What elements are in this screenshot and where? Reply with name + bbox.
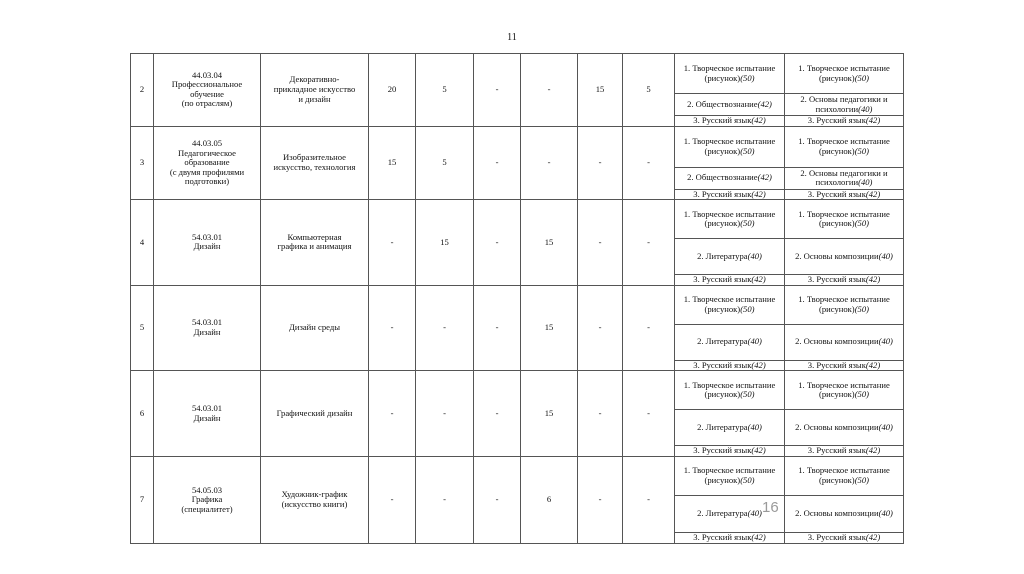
exam-option-a: [675, 116, 785, 127]
exam-score: (50): [740, 145, 755, 156]
exam-option-a: [675, 275, 785, 286]
exam-option-b: [785, 324, 904, 360]
quota-cell: -: [474, 285, 521, 371]
exam-score: (50): [854, 474, 870, 485]
exam-score: (42): [865, 274, 881, 285]
program-name-line: подготовки): [184, 176, 230, 187]
program-profile-line: Дизайн среды: [289, 322, 340, 333]
exam-option-b: [785, 126, 904, 167]
exam-subject: 1. Творческое испытание (рисунок): [683, 465, 776, 485]
exam-option-b: [785, 456, 904, 495]
quota-cell: -: [578, 200, 623, 286]
exam-score: (50): [854, 72, 870, 83]
exam-subject: 1. Творческое испытание (рисунок): [798, 465, 890, 485]
exam-score: (50): [854, 218, 870, 229]
program-code: 54.03.01: [191, 317, 223, 328]
exam-subject: 2. Литература: [697, 422, 748, 433]
exam-subject: 1. Творческое испытание (рисунок): [683, 294, 776, 314]
exam-score: (42): [757, 98, 772, 109]
exam-subject: 3. Русский язык: [807, 274, 866, 285]
exam-option-a: [675, 285, 785, 324]
exam-subject: 2. Основы композиции: [795, 250, 879, 261]
exam-score: (40): [878, 422, 893, 433]
quota-cell: -: [578, 456, 623, 543]
exam-score: (50): [740, 303, 755, 314]
page-number: 11: [507, 32, 517, 43]
quota-cell: -: [369, 456, 416, 543]
quota-cell: 5: [416, 54, 474, 127]
quota-cell: -: [474, 54, 521, 127]
quota-cell: -: [521, 126, 578, 200]
row-number: 6: [131, 371, 154, 457]
exam-option-a: [675, 446, 785, 457]
program-name-line: (с двумя профилями: [169, 166, 245, 177]
exam-score: (42): [751, 445, 766, 456]
program-profile-line: Компьютерная: [287, 231, 342, 242]
quota-cell: -: [623, 200, 675, 286]
exam-score: (40): [747, 250, 762, 261]
program-name-line: (по отраслям): [181, 98, 233, 109]
quota-cell: -: [369, 285, 416, 371]
program-profile-line: графика и анимация: [277, 241, 352, 252]
exam-subject: 3. Русский язык: [693, 115, 752, 125]
program-profile: [261, 54, 369, 127]
quota-cell: 15: [578, 54, 623, 127]
exam-subject: 2. Литература: [697, 336, 748, 347]
exam-score: (50): [854, 303, 870, 314]
quota-cell: -: [623, 371, 675, 457]
exam-subject: 2. Обществознание: [687, 98, 758, 109]
quota-cell: 15: [521, 200, 578, 286]
exam-subject: 1. Творческое испытание (рисунок): [798, 62, 890, 83]
exam-subject: 3. Русский язык: [807, 532, 866, 543]
exam-subject: 3. Русский язык: [693, 189, 752, 199]
exam-option-b: [785, 54, 904, 94]
quota-cell: 15: [416, 200, 474, 286]
program-name-line: Профессиональное: [171, 79, 243, 90]
exam-subject: 3. Русский язык: [807, 115, 866, 125]
program-name: [154, 126, 261, 200]
row-number: 2: [131, 54, 154, 127]
program-name-line: Дизайн: [193, 241, 221, 252]
exam-score: (50): [740, 218, 755, 229]
exam-option-b: [785, 167, 904, 189]
exam-option-b: [785, 94, 904, 116]
exam-subject: 2. Основы композиции: [795, 508, 879, 519]
exam-subject: 3. Русский язык: [807, 189, 866, 199]
program-name-line: Дизайн: [193, 327, 221, 338]
program-profile: [261, 200, 369, 286]
program-code: 54.03.01: [191, 231, 223, 242]
program-profile-line: (искусство книги): [281, 498, 348, 509]
program-profile: [261, 285, 369, 371]
row-number: 4: [131, 200, 154, 286]
exam-option-a: [675, 54, 785, 94]
quota-cell: 15: [521, 285, 578, 371]
table-row: [131, 126, 904, 167]
exam-option-b: [785, 285, 904, 324]
exam-score: (40): [747, 508, 762, 519]
program-code: 54.03.01: [191, 403, 223, 414]
exam-option-b: [785, 446, 904, 457]
quota-cell: 15: [521, 371, 578, 457]
exam-score: (42): [865, 115, 881, 125]
program-profile-line: искусство, технология: [273, 161, 356, 172]
exam-option-b: [785, 200, 904, 239]
quota-cell: -: [578, 126, 623, 200]
quota-cell: 15: [369, 126, 416, 200]
program-name-line: Графика: [191, 494, 223, 505]
exam-option-a: [675, 239, 785, 275]
exam-score: (42): [751, 115, 766, 125]
program-profile-line: прикладное искусство: [273, 84, 356, 94]
exam-score: (40): [747, 336, 762, 347]
quota-cell: 6: [521, 456, 578, 543]
quota-cell: -: [369, 371, 416, 457]
exam-subject: 2. Основы композиции: [795, 336, 879, 347]
program-profile-line: Декоративно-: [289, 74, 340, 85]
row-number: 5: [131, 285, 154, 371]
table-row: [131, 456, 904, 495]
exam-option-a: [675, 200, 785, 239]
exam-subject: 1. Творческое испытание (рисунок): [683, 62, 776, 83]
exam-score: (40): [878, 336, 893, 347]
exam-subject: 2. Основы педагогики и психологии: [800, 93, 888, 114]
exam-option-a: [675, 532, 785, 543]
exam-option-a: [675, 189, 785, 200]
quota-cell: -: [623, 126, 675, 200]
exam-subject: 2. Обществознание: [687, 172, 758, 183]
exam-subject: 3. Русский язык: [693, 274, 752, 285]
exam-subject: 2. Основы педагогики и психологии: [800, 167, 888, 188]
program-profile-line: Художник-график: [281, 489, 348, 500]
exam-option-b: [785, 116, 904, 127]
program-name: [154, 200, 261, 286]
exam-option-b: [785, 410, 904, 446]
exam-score: (42): [751, 189, 766, 199]
exam-score: (50): [740, 72, 755, 83]
table-row: [131, 371, 904, 410]
quota-cell: -: [578, 285, 623, 371]
program-name: [154, 371, 261, 457]
program-code: 44.03.04: [191, 69, 223, 80]
table-row: [131, 285, 904, 324]
exam-score: (42): [865, 189, 881, 199]
slide-number: 16: [762, 499, 779, 516]
exam-score: (42): [751, 360, 766, 370]
exam-subject: 1. Творческое испытание (рисунок): [798, 294, 890, 314]
quota-cell: -: [474, 456, 521, 543]
program-name: [154, 456, 261, 543]
quota-cell: -: [416, 371, 474, 457]
exam-score: (50): [740, 389, 755, 400]
exam-score: (50): [854, 389, 870, 400]
exam-score: (40): [878, 250, 893, 261]
exam-score: (40): [858, 177, 873, 188]
exam-subject: 1. Творческое испытание (рисунок): [683, 136, 776, 156]
exam-score: (42): [757, 172, 772, 183]
exam-option-b: [785, 371, 904, 410]
program-profile: [261, 126, 369, 200]
program-code: 54.05.03: [191, 484, 223, 495]
exam-option-a: [675, 126, 785, 167]
exam-subject: 1. Творческое испытание (рисунок): [798, 208, 890, 229]
exam-subject: 1. Творческое испытание (рисунок): [798, 379, 890, 400]
exam-score: (42): [751, 274, 766, 285]
table-row: [131, 54, 904, 94]
exam-option-a: [675, 324, 785, 360]
exam-score: (50): [854, 145, 870, 156]
quota-cell: -: [474, 200, 521, 286]
quota-cell: -: [369, 200, 416, 286]
exam-score: (40): [858, 103, 873, 114]
program-profile-line: Изобразительное: [283, 152, 346, 163]
exam-subject: 3. Русский язык: [693, 532, 752, 543]
exam-option-b: [785, 189, 904, 200]
program-profile: [261, 456, 369, 543]
program-name-line: (специалитет): [181, 503, 233, 514]
program-profile-line: Графический дизайн: [276, 407, 353, 418]
exam-score: (42): [865, 532, 881, 543]
exam-score: (42): [865, 445, 881, 456]
quota-cell: 5: [416, 126, 474, 200]
exam-option-b: [785, 360, 904, 371]
exam-score: (40): [747, 422, 762, 433]
exam-subject: 2. Литература: [697, 250, 748, 261]
exam-option-a: [675, 371, 785, 410]
quota-cell: -: [623, 285, 675, 371]
exam-option-a: [675, 94, 785, 116]
quota-cell: -: [474, 126, 521, 200]
exam-subject: 3. Русский язык: [693, 445, 752, 456]
quota-cell: -: [521, 54, 578, 127]
exam-option-b: [785, 239, 904, 275]
program-name-line: Педагогическое: [178, 147, 236, 158]
row-number: 7: [131, 456, 154, 543]
program-profile: [261, 371, 369, 457]
exam-option-a: [675, 360, 785, 371]
quota-cell: -: [474, 371, 521, 457]
exam-score: (40): [878, 508, 893, 519]
quota-cell: -: [416, 456, 474, 543]
exam-subject: 2. Основы композиции: [795, 422, 879, 433]
program-name: [154, 54, 261, 127]
program-name-line: образование: [184, 157, 230, 168]
exam-subject: 3. Русский язык: [693, 360, 752, 370]
row-number: 3: [131, 126, 154, 200]
exam-score: (42): [865, 360, 881, 370]
exam-option-b: [785, 532, 904, 543]
exam-option-b: [785, 495, 904, 532]
quota-cell: -: [623, 456, 675, 543]
exam-subject: 3. Русский язык: [807, 445, 866, 456]
exam-option-a: [675, 456, 785, 495]
table-row: [131, 200, 904, 239]
exam-subject: 1. Творческое испытание (рисунок): [683, 379, 776, 400]
exam-subject: 1. Творческое испытание (рисунок): [798, 136, 890, 156]
exam-score: (42): [751, 532, 766, 543]
quota-cell: 5: [623, 54, 675, 127]
exam-subject: 1. Творческое испытание (рисунок): [683, 208, 776, 229]
admission-table: [130, 53, 904, 544]
exam-subject: 3. Русский язык: [807, 360, 866, 370]
quota-cell: 20: [369, 54, 416, 127]
program-name: [154, 285, 261, 371]
program-profile-line: и дизайн: [298, 93, 331, 104]
exam-option-b: [785, 275, 904, 286]
program-name-line: Дизайн: [193, 412, 221, 423]
exam-option-a: [675, 167, 785, 189]
program-name-line: обучение: [190, 88, 224, 99]
exam-score: (50): [740, 474, 755, 485]
program-code: 44.03.05: [191, 137, 223, 148]
exam-subject: 2. Литература: [697, 508, 748, 519]
quota-cell: -: [578, 371, 623, 457]
exam-option-a: [675, 410, 785, 446]
quota-cell: -: [416, 285, 474, 371]
